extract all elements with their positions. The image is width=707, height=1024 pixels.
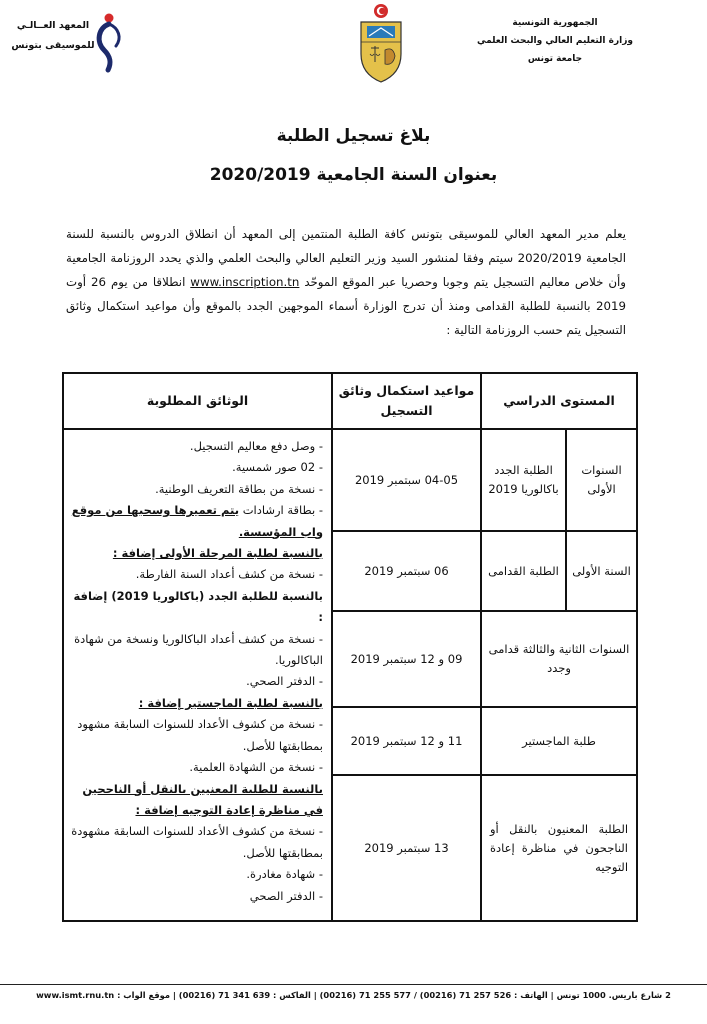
intro-text-part2: انطلاقا من يوم 26 أوت 2019 بالنسبة للطلبة القدامى ومنذ أن تدرج الوزارة أسماء الموجهين الجدد بالموقع وأن مواعيد استكمال وثائق التسجيل يتم حسب الروزنامة التالية : <box>66 275 626 337</box>
doc-item: - 02 صور شمسية. <box>232 460 323 475</box>
doc-item: - وصل دفع معاليم التسجيل. <box>189 439 323 453</box>
doc-section-title: بالنسبة لطلبة المرحلة الأولى إضافة : <box>112 546 323 561</box>
table-row <box>63 429 637 531</box>
row-date: 09 و 12 سبتمبر 2019 <box>332 611 481 707</box>
doc-section-title: بالنسبة لطلبة الماجستير إضافة : <box>138 695 323 710</box>
government-header <box>465 14 645 68</box>
academic-year-title: بعنوان السنة الجامعية 2020/2019 <box>209 165 498 185</box>
doc-item: - نسخة من الشهادة العلمية. <box>189 760 323 775</box>
row-date: 11 و 12 سبتمبر 2019 <box>332 707 481 775</box>
doc-item: - نسخة من كشف أعداد الباكالوريا ونسخة من شهادة الباكالوريا. <box>74 631 323 668</box>
row-level: طلبة الماجستير <box>481 707 637 775</box>
header-docs: الوثائق المطلوبة <box>63 373 332 429</box>
gov-line-university: جامعة تونس <box>527 54 583 64</box>
tunisia-emblem-icon <box>355 2 407 86</box>
institute-line-1: المعهد العــالـي <box>16 20 90 31</box>
doc-item: - الدفتر الصحي <box>249 888 323 903</box>
footer-divider <box>0 984 707 985</box>
announcement-title: بلاغ تسجيل الطلبة <box>276 126 431 146</box>
intro-text-part1: يعلم مدير المعهد العالي للموسيقى بتونس كافة الطلبة المنتمين إلى المعهد أن انطلاق الدروس بالنسبة للسنة الجامعية 2020/2019 سيتم وفقا لمنشور السيد وزير التعليم العالي والبحث العلمي والذي يحدد الروزنامة الجامعية وأن خلاص معاليم التسجيل يتم وجوبا وحصريا عبر الموقع الموحّد <box>66 227 626 289</box>
row-level: السنوات الثانية والثالثة قدامى وجدد <box>481 611 637 707</box>
inscription-link[interactable]: www.inscription.tn <box>190 275 300 289</box>
row-date: 06 سبتمبر 2019 <box>332 531 481 611</box>
gov-line-republic: الجمهورية التونسية <box>512 18 598 28</box>
intro-paragraph <box>66 222 626 342</box>
doc-item: - شهادة مغادرة. <box>246 867 323 882</box>
row-date: 13 سبتمبر 2019 <box>332 775 481 921</box>
registration-calendar-table <box>62 372 638 922</box>
doc-item: - نسخة من كشوف الأعداد للسنوات السابقة مشهودة بمطابقتها للأصل. <box>71 824 323 860</box>
doc-item: - الدفتر الصحي. <box>246 674 323 689</box>
institute-logo-icon <box>92 12 126 74</box>
doc-item: - نسخة من بطاقة التعريف الوطنية. <box>155 481 323 496</box>
institute-name <box>6 16 100 56</box>
header-level: المستوى الدراسي <box>481 373 637 429</box>
row-level: الطلبة الجدد باكالوريا 2019 <box>481 429 566 531</box>
header-dates: مواعيد استكمال وثائق التسجيل <box>332 373 481 429</box>
gov-line-ministry: وزارة التعليم العالي والبحث العلمي <box>476 36 634 46</box>
row-date: 04-05 سبتمبر 2019 <box>332 429 481 531</box>
row-level: الطلبة المعنيون بالنقل أو الناجحون في مناظرة إعادة التوجيه <box>481 775 637 921</box>
row-level: الطلبة القدامى <box>481 531 566 611</box>
row-group: السنة الأولى <box>566 531 637 611</box>
table-header-row <box>63 373 637 429</box>
footer-contact: 2 شارع باريس. 1000 تونس | الهاتف : 526 257 71 (00216) / 577 255 71 (00216) | الفاكس : 639 341 71 (00216) | موقع الواب : www.ismt.rnu.tn <box>36 990 671 1000</box>
doc-item-card <box>70 500 323 543</box>
institute-line-2: للموسيقى بتونس <box>11 40 95 51</box>
doc-section-title: بالنسبة للطلبة الجدد (باكالوريا 2019) إضافة : <box>73 588 323 625</box>
doc-item: - نسخة من كشوف الأعداد للسنوات السابقة مشهود بمطابقتها للأصل. <box>77 717 323 753</box>
row-group: السنوات الأولى <box>566 429 637 531</box>
doc-section-title: بالنسبة للطلبة المعنيين بالنقل أو الناجحين في مناظرة إعادة التوجيه إضافة : <box>82 781 323 817</box>
required-documents <box>63 429 332 921</box>
doc-card-prefix: - بطاقة ارشادات <box>239 503 323 518</box>
doc-card-emphasis: يتم تعميرها وسحبها من موقع واب المؤسسة. <box>71 503 323 539</box>
doc-item: - نسخة من كشف أعداد السنة الفارطة. <box>135 567 323 582</box>
